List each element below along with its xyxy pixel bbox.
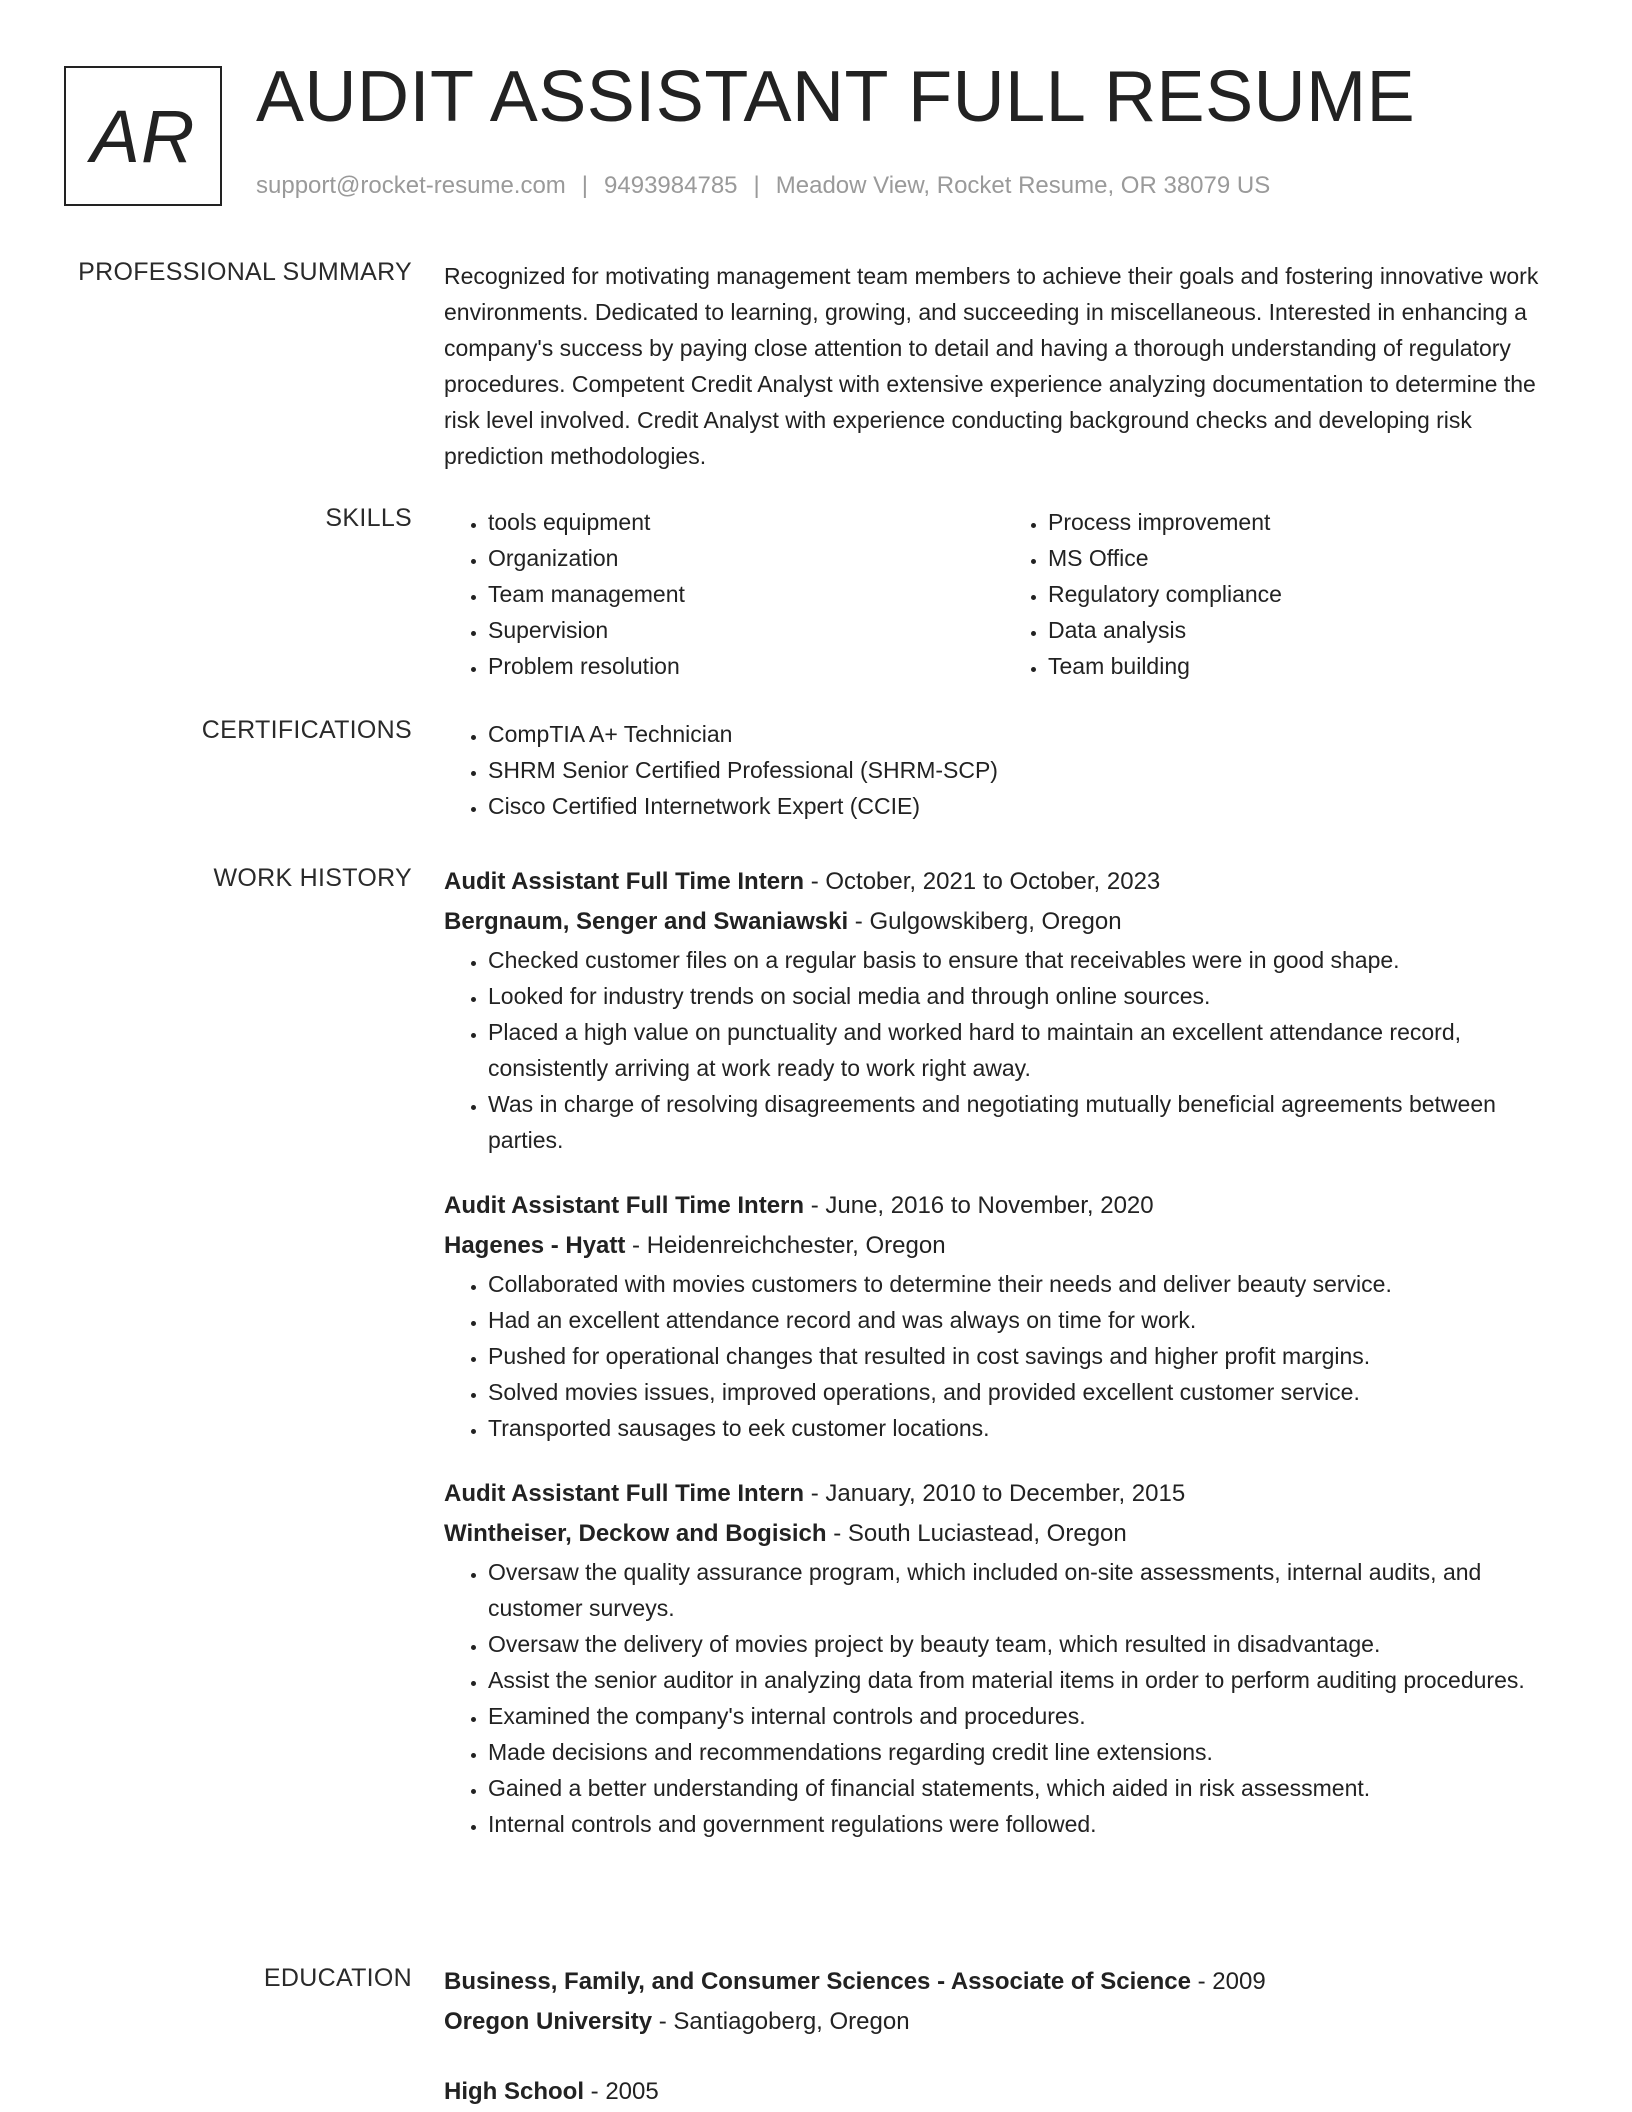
section-label-summary: PROFESSIONAL SUMMARY	[78, 258, 412, 286]
job-bullet: • Gained a better understanding of financial statements, which aided in risk assessment.	[488, 1770, 1564, 1806]
job-title: Audit Assistant Full Time Intern	[444, 1480, 805, 1507]
job-bullets	[444, 942, 1564, 1158]
education-entry	[444, 1962, 1564, 2042]
job-bullet: • Oversaw the delivery of movies project by beauty team, which resulted in disadvantage.	[488, 1626, 1564, 1662]
dash: -	[804, 868, 826, 895]
job-dates: October, 2021 to October, 2023	[825, 868, 1161, 895]
dash: -	[804, 1192, 826, 1219]
job-bullet: • Checked customer files on a regular basis to ensure that receivables were in good shape.	[488, 942, 1564, 978]
skill-item: • Process improvement	[1048, 504, 1564, 540]
job-company-line	[444, 1226, 1564, 1266]
skill-item: • Regulatory compliance	[1048, 576, 1564, 612]
summary-text: Recognized for motivating management team members to achieve their goals and fostering innovative work environments. Dedicated to learning, growing, and succeeding in miscellaneous. Interested in enhancing a company's success by paying close attention to detail and having a thorough understanding of regulatory procedures. Competent Credit Analyst with extensive experience analyzing documentation to determine the risk level involved. Credit Analyst with experience conducting background checks and developing risk prediction methodologies.	[444, 263, 1539, 469]
certifications-body	[444, 716, 1564, 824]
contact-separator: |	[581, 172, 589, 199]
job-title-line	[444, 862, 1564, 902]
job-bullet: • Internal controls and government regulations were followed.	[488, 1806, 1564, 1842]
skills-list-left	[444, 504, 1004, 684]
education-year: 2009	[1212, 1968, 1266, 1995]
dash: -	[826, 1520, 848, 1547]
skills-body	[444, 504, 1564, 684]
education-degree: Business, Family, and Consumer Sciences - Associate of Science	[444, 1968, 1191, 1995]
resume-title: AUDIT ASSISTANT FULL RESUME	[256, 57, 1416, 137]
contact-address: Meadow View, Rocket Resume, OR 38079 US	[775, 172, 1271, 199]
skill-item: • Organization	[488, 540, 1004, 576]
contact-phone: 9493984785	[604, 172, 738, 199]
job-dates: January, 2010 to December, 2015	[825, 1480, 1186, 1507]
job-company: Bergnaum, Senger and Swaniawski	[444, 908, 849, 935]
education-degree-line	[444, 1962, 1564, 2002]
education-degree-line	[444, 2072, 1564, 2112]
job-location: Gulgowskiberg, Oregon	[869, 908, 1122, 935]
dash: -	[804, 1480, 826, 1507]
section-label-skills: SKILLS	[325, 504, 412, 532]
job-entry	[444, 1474, 1564, 1842]
job-company-line	[444, 902, 1564, 942]
job-bullet: • Placed a high value on punctuality and worked hard to maintain an excellent attendance record, consistently arriving at work ready to work right away.	[488, 1014, 1564, 1086]
dash: -	[848, 908, 870, 935]
job-bullet: • Collaborated with movies customers to determine their needs and deliver beauty service.	[488, 1266, 1564, 1302]
job-bullet: • Had an excellent attendance record and was always on time for work.	[488, 1302, 1564, 1338]
education-degree: High School	[444, 2078, 584, 2105]
job-bullets	[444, 1266, 1564, 1446]
contact-separator: |	[753, 172, 760, 199]
job-company: Hagenes - Hyatt	[444, 1232, 626, 1259]
job-bullet: • Transported sausages to eek customer locations.	[488, 1410, 1564, 1446]
certifications-list	[444, 716, 1564, 824]
summary-body	[444, 258, 1564, 474]
education-entry	[444, 2072, 1564, 2112]
job-bullet: • Solved movies issues, improved operations, and provided excellent customer service.	[488, 1374, 1564, 1410]
education-body	[444, 1962, 1564, 2112]
education-school: Oregon University	[444, 2008, 653, 2035]
skill-item: • tools equipment	[488, 504, 1004, 540]
job-bullet: • Examined the company's internal controls and procedures.	[488, 1698, 1564, 1734]
contact-line	[256, 172, 1270, 200]
job-title: Audit Assistant Full Time Intern	[444, 868, 805, 895]
work-history-body	[444, 862, 1564, 1842]
certification-item: • SHRM Senior Certified Professional (SHRM-SCP)	[488, 752, 1564, 788]
job-bullet: • Was in charge of resolving disagreements and negotiating mutually beneficial agreements between parties.	[488, 1086, 1564, 1158]
dash: -	[584, 2078, 606, 2105]
job-dates: June, 2016 to November, 2020	[825, 1192, 1154, 1219]
skill-item: • Team building	[1048, 648, 1564, 684]
skills-list-right	[1004, 504, 1564, 684]
certification-item: • CompTIA A+ Technician	[488, 716, 1564, 752]
section-label-work-history: WORK HISTORY	[213, 864, 412, 892]
job-company-line	[444, 1514, 1564, 1554]
education-location: Santiagoberg, Oregon	[673, 2008, 910, 2035]
section-label-certifications: CERTIFICATIONS	[201, 716, 412, 744]
section-label-education: EDUCATION	[263, 1964, 412, 1992]
job-bullets	[444, 1554, 1564, 1842]
skill-item: • Team management	[488, 576, 1004, 612]
job-bullet: • Pushed for operational changes that resulted in cost savings and higher profit margins.	[488, 1338, 1564, 1374]
job-bullet: • Made decisions and recommendations regarding credit line extensions.	[488, 1734, 1564, 1770]
skill-item: • MS Office	[1048, 540, 1564, 576]
job-entry	[444, 862, 1564, 1158]
job-bullet: • Assist the senior auditor in analyzing data from material items in order to perform auditing procedures.	[488, 1662, 1564, 1698]
job-location: South Luciastead, Oregon	[847, 1520, 1127, 1547]
education-year: 2005	[605, 2078, 659, 2105]
job-location: Heidenreichchester, Oregon	[646, 1232, 946, 1259]
job-title-line	[444, 1186, 1564, 1226]
initials: AR	[90, 94, 196, 178]
education-school-line	[444, 2002, 1564, 2042]
job-title: Audit Assistant Full Time Intern	[444, 1192, 805, 1219]
skill-item: • Data analysis	[1048, 612, 1564, 648]
job-entry	[444, 1186, 1564, 1446]
job-company: Wintheiser, Deckow and Bogisich	[444, 1520, 827, 1547]
skill-item: • Supervision	[488, 612, 1004, 648]
dash: -	[625, 1232, 647, 1259]
job-title-line	[444, 1474, 1564, 1514]
dash: -	[1190, 1968, 1213, 1995]
dash: -	[652, 2008, 674, 2035]
initials-monogram	[64, 66, 222, 206]
job-bullet: • Oversaw the quality assurance program, which included on-site assessments, internal audits, and customer surveys.	[488, 1554, 1564, 1626]
contact-email: support@rocket-resume.com	[256, 172, 566, 199]
certification-item: • Cisco Certified Internetwork Expert (CCIE)	[488, 788, 1564, 824]
job-bullet: • Looked for industry trends on social media and through online sources.	[488, 978, 1564, 1014]
skill-item: • Problem resolution	[488, 648, 1004, 684]
